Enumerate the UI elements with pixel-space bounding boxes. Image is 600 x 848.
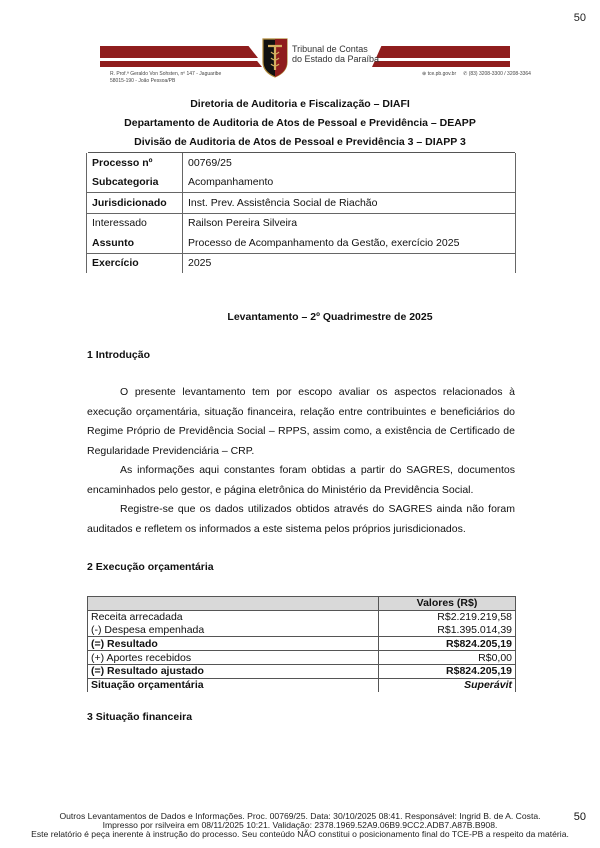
budget-row (88, 664, 516, 678)
info-value: Processo de Acompanhamento da Gestão, exercício 2025 (183, 233, 516, 253)
address-line2: 58015-190 - João Pessoa/PB (110, 78, 176, 84)
header-bar-right-thin (372, 61, 510, 67)
footer-line-3: Este relatório é peça inerente à instrução do processo. Seu conteúdo NÃO constitui o posicionamento final do TCE-PB a respeito da matéria. (31, 829, 569, 839)
globe-icon: ⊕ (422, 71, 427, 77)
page-number-footer: 50 (573, 811, 586, 823)
intro-paragraph-2-text: As informações aqui constantes foram obtidas a partir do SAGRES, documentos encaminhados pelo gestor, e página eletrônica do Ministério da Previdência Social. (87, 464, 515, 496)
budget-row-label: (+) Aportes recebidos (88, 651, 379, 665)
phone-number: (83) 3208-3300 / 3208-3364 (468, 71, 531, 77)
footer-line-2: Impresso por rsilveira em 08/11/2025 10:21. Validação: 2378.1969.52A9.06B9.9CC2.ADB7.A87B.B908. (102, 820, 498, 830)
intro-paragraph-1 (87, 383, 515, 461)
department-line-3: Divisão de Auditoria de Atos de Pessoal e Previdência 3 – DIAPP 3 (134, 136, 466, 148)
budget-row-value: R$824.205,19 (379, 664, 516, 678)
process-info-table (86, 153, 516, 273)
header-bar-right-thick (376, 46, 510, 58)
budget-row-label: (-) Despesa empenhada (88, 624, 379, 637)
budget-row-label: (=) Resultado ajustado (88, 664, 379, 678)
page-number-top: 50 (573, 12, 586, 24)
budget-row-value: R$1.395.014,39 (379, 624, 516, 637)
info-row (87, 153, 516, 173)
budget-row-label: Receita arrecadada (88, 610, 379, 623)
info-row (87, 233, 516, 253)
info-row (87, 213, 516, 233)
intro-paragraph-1-text: O presente levantamento tem por escopo avaliar os aspectos relacionados à execução orçamentária, situação financeira, relação entre contribuintes e beneficiários do Regime Próprio de Previdência Social – RPPS, assim como, a existência de Certificado de Regularidade Previdenciária – CRP. (87, 386, 515, 457)
institution-name (292, 44, 379, 64)
department-line-1: Diretoria de Auditoria e Fiscalização – DIAFI (190, 98, 410, 110)
budget-header-blank (88, 597, 379, 611)
budget-row-value: Superávit (379, 678, 516, 691)
budget-row-value: R$2.219.219,58 (379, 610, 516, 623)
intro-paragraph-2 (87, 461, 515, 500)
intro-paragraph-3-text: Registre-se que os dados utilizados obtidos através do SAGRES ainda não foram auditados e refletem os informados a este sistema pelos próprios jurisdicionados. (87, 503, 515, 535)
institution-name-line2: do Estado da Paraíba (292, 54, 380, 64)
budget-row (88, 624, 516, 637)
website-link[interactable]: tce.pb.gov.br (427, 71, 457, 77)
budget-row-label: (=) Resultado (88, 637, 379, 651)
address (110, 71, 221, 85)
department-line-2: Departamento de Auditoria de Atos de Pessoal e Previdência – DEAPP (124, 117, 476, 129)
budget-row-label: Situação orçamentária (88, 678, 379, 691)
budget-row (88, 678, 516, 691)
address-line1: R. Prof.ª Geraldo Von Sohsten, nº 147 - Jaguaribe (110, 71, 222, 77)
info-row (87, 173, 516, 193)
info-value: 00769/25 (183, 153, 516, 173)
institution-name-line1: Tribunal de Contas (292, 44, 368, 54)
budget-table-header (88, 597, 516, 611)
info-value: Acompanhamento (183, 173, 516, 193)
phone-icon: ✆ (463, 71, 468, 77)
budget-row-value: R$0,00 (379, 651, 516, 665)
info-value: Inst. Prev. Assistência Social de Riachão (183, 193, 516, 214)
budget-row (88, 651, 516, 665)
contact-info (422, 71, 531, 77)
footer-line-1: Outros Levantamentos de Dados e Informações. Proc. 00769/25. Data: 30/10/2025 08:41. Responsável: Ingrid B. de A. Costa. (59, 811, 541, 821)
info-label: Assunto (87, 233, 183, 253)
section-heading-execucao-orcamentaria: 2 Execução orçamentária (87, 561, 214, 573)
info-label: Subcategoria (87, 173, 183, 193)
intro-paragraph-3 (87, 500, 515, 539)
info-label: Exercício (87, 253, 183, 273)
info-row (87, 193, 516, 214)
info-label: Jurisdicionado (87, 193, 183, 214)
budget-row (88, 610, 516, 623)
info-label: Processo nº (87, 153, 183, 173)
budget-row-value: R$824.205,19 (379, 637, 516, 651)
budget-header-values: Valores (R$) (379, 597, 516, 611)
info-row (87, 253, 516, 273)
header-bar-left-thick (100, 46, 258, 58)
budget-row (88, 637, 516, 651)
document-title: Levantamento – 2º Quadrimestre de 2025 (227, 311, 433, 323)
info-value: Railson Pereira Silveira (183, 213, 516, 233)
info-label: Interessado (87, 213, 183, 233)
header-bar-left-thin (100, 61, 262, 67)
section-heading-introducao: 1 Introdução (87, 349, 151, 361)
info-value: 2025 (183, 253, 516, 273)
section-heading-situacao-financeira: 3 Situação financeira (87, 711, 193, 723)
tce-crest-logo-icon (262, 38, 288, 78)
budget-execution-table (87, 596, 516, 692)
